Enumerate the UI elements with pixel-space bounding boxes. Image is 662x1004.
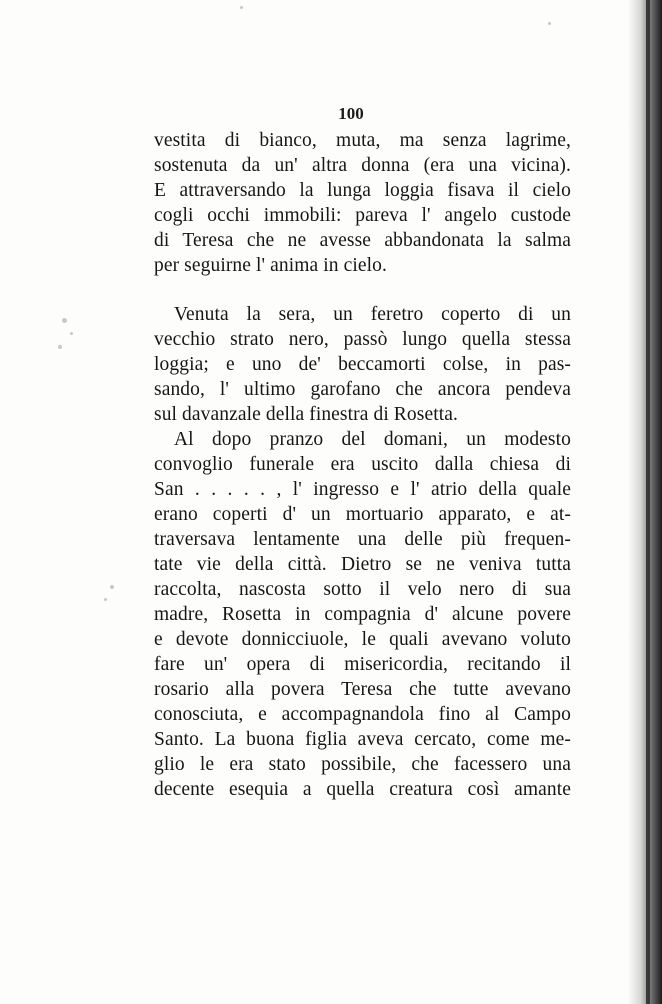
paragraph-1 — [154, 128, 571, 278]
text-line: convoglio funerale era uscito dalla chiesa di — [154, 454, 571, 475]
text-line: sostenuta da un' altra donna (era una vicina). — [154, 155, 571, 176]
paragraph-2 — [154, 302, 571, 427]
paper-speck — [104, 598, 107, 601]
text-line: e devote donnicciuole, le quali avevano voluto — [154, 629, 571, 650]
paper-speck — [70, 332, 73, 335]
text-line: Venuta la sera, un feretro coperto di un — [174, 304, 571, 325]
text-line: rosario alla povera Teresa che tutte avevano — [154, 679, 571, 700]
text-line: per seguirne l' anima in cielo. — [154, 255, 387, 276]
text-line: loggia; e uno de' beccamorti colse, in pas- — [154, 354, 571, 375]
text-line: vestita di bianco, muta, ma senza lagrime, — [154, 130, 571, 151]
text-line: Santo. La buona figlia aveva cercato, come me- — [154, 729, 571, 750]
text-line: glio le era stato possibile, che facessero una — [154, 754, 571, 775]
paper-speck — [240, 6, 243, 9]
text-line: cogli occhi immobili: pareva l' angelo custode — [154, 205, 571, 226]
text-line: Al dopo pranzo del domani, un modesto — [174, 429, 571, 450]
text-line: San . . . . . , l' ingresso e l' atrio della quale — [154, 479, 571, 500]
text-line: E attraversando la lunga loggia fisava il cielo — [154, 180, 571, 201]
paragraph-3 — [154, 427, 571, 802]
text-line: erano coperti d' un mortuario apparato, e at- — [154, 504, 571, 525]
paper-speck — [548, 22, 551, 25]
text-line: vecchio strato nero, passò lungo quella stessa — [154, 329, 571, 350]
binding-shadow-line — [646, 0, 650, 1004]
page-number: 100 — [338, 104, 364, 123]
paper-speck — [58, 345, 62, 349]
text-line: fare un' opera di misericordia, recitando il — [154, 654, 571, 675]
text-line: traversava lentamente una delle più frequen- — [154, 529, 571, 550]
paragraph-gap — [154, 278, 571, 302]
paper-speck — [62, 318, 67, 323]
text-line: conosciuta, e accompagnandola fino al Campo — [154, 704, 571, 725]
text-line: decente esequia a quella creatura così amante — [154, 779, 571, 800]
text-line: tate vie della città. Dietro se ne veniva tutta — [154, 554, 571, 575]
text-line: di Teresa che ne avesse abbandonata la salma — [154, 230, 571, 251]
book-binding-edge — [628, 0, 662, 1004]
text-line: madre, Rosetta in compagnia d' alcune povere — [154, 604, 571, 625]
text-line: raccolta, nascosta sotto il velo nero di sua — [154, 579, 571, 600]
text-line: sando, l' ultimo garofano che ancora pendeva — [154, 379, 571, 400]
body-text — [154, 128, 571, 802]
text-line: sul davanzale della finestra di Rosetta. — [154, 404, 458, 425]
paper-speck — [110, 585, 114, 589]
